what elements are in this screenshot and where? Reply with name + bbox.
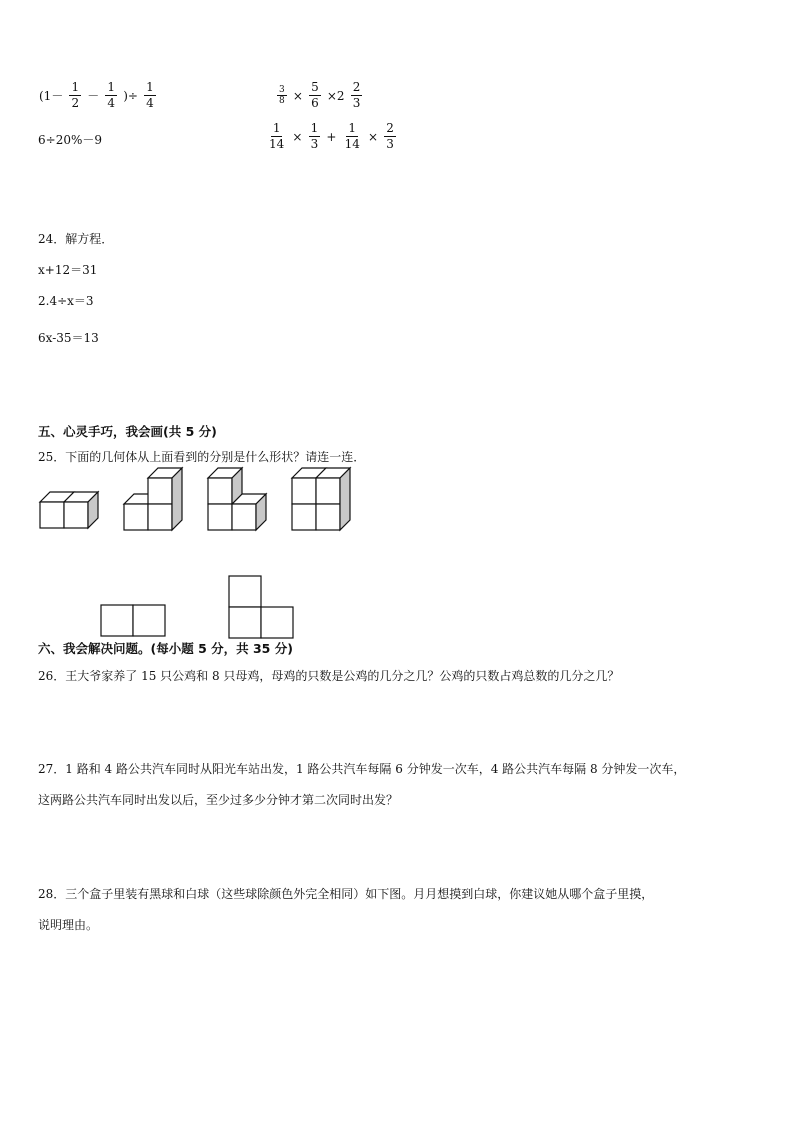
times-sign: × xyxy=(292,88,303,103)
expr-3 xyxy=(276,80,363,111)
cube-figure-1 xyxy=(36,486,102,532)
expr-2: 6÷20%－9 xyxy=(38,133,102,147)
expr-1 xyxy=(38,80,157,111)
fraction: $\frac{2}{3}$ xyxy=(352,80,361,110)
fraction: $\frac{1}{3}$ xyxy=(310,121,319,151)
fraction: $\frac{1}{14}$ xyxy=(344,121,360,151)
times-sign: × xyxy=(368,129,379,144)
fraction: $\frac{2}{3}$ xyxy=(386,121,394,151)
expr1-open: (1－ xyxy=(39,89,64,103)
q28-line-2: 说明理由。 xyxy=(38,918,99,932)
top-view-shape-1 xyxy=(100,604,166,638)
expr-4 xyxy=(266,121,397,152)
q25-text: 25．下面的几何体从上面看到的分别是什么形状？请连一连． xyxy=(38,450,366,464)
minus-sign: － xyxy=(87,89,100,103)
fraction: $\frac{1}{14}$ xyxy=(269,121,285,151)
equation-2: 2.4÷x＝3 xyxy=(38,294,94,308)
fraction: $\frac{1}{2}$ xyxy=(71,80,80,110)
fraction: $\frac{3}{8}$ xyxy=(279,85,285,106)
equation-1: x+12＝31 xyxy=(38,263,98,277)
q26-text: 26．王大爷家养了 15 只公鸡和 8 只母鸡，母鸡的只数是公鸡的几分之几？公鸡的只数占鸡总数的几分之几？ xyxy=(38,669,620,683)
fraction: $\frac{5}{6}$ xyxy=(311,80,319,110)
cube-figure-3 xyxy=(204,468,270,534)
expr1-close: )÷ xyxy=(123,88,138,103)
equation-3: 6x-35＝13 xyxy=(38,331,99,345)
q27-line-2: 这两路公共汽车同时出发以后，至少过多少分钟才第二次同时出发？ xyxy=(38,793,399,807)
times-sign: ×2 xyxy=(326,88,345,103)
fraction: $\frac{1}{4}$ xyxy=(146,80,154,110)
plus-sign: + xyxy=(326,129,337,144)
q28-line-1: 28．三个盒子里装有黑球和白球（这些球除颜色外完全相同）如下图。月月想摸到白球，你建议她从哪个盒子里摸， xyxy=(38,887,654,901)
section-5-title: 五、心灵手巧，我会画(共 5 分) xyxy=(38,424,217,439)
section-6-title: 六、我会解决问题。(每小题 5 分，共 35 分) xyxy=(38,641,293,656)
cube-figure-2 xyxy=(120,468,186,534)
fraction: $\frac{1}{4}$ xyxy=(107,80,116,110)
top-view-shape-2 xyxy=(228,575,294,639)
times-sign: × xyxy=(292,129,303,144)
cube-figure-4 xyxy=(288,468,354,534)
q24-title: 24．解方程． xyxy=(38,232,114,246)
q27-line-1: 27．1 路和 4 路公共汽车同时从阳光车站出发，1 路公共汽车每隔 6 分钟发一次车，4 路公共汽车每隔 8 分钟发一次车， xyxy=(38,762,686,776)
